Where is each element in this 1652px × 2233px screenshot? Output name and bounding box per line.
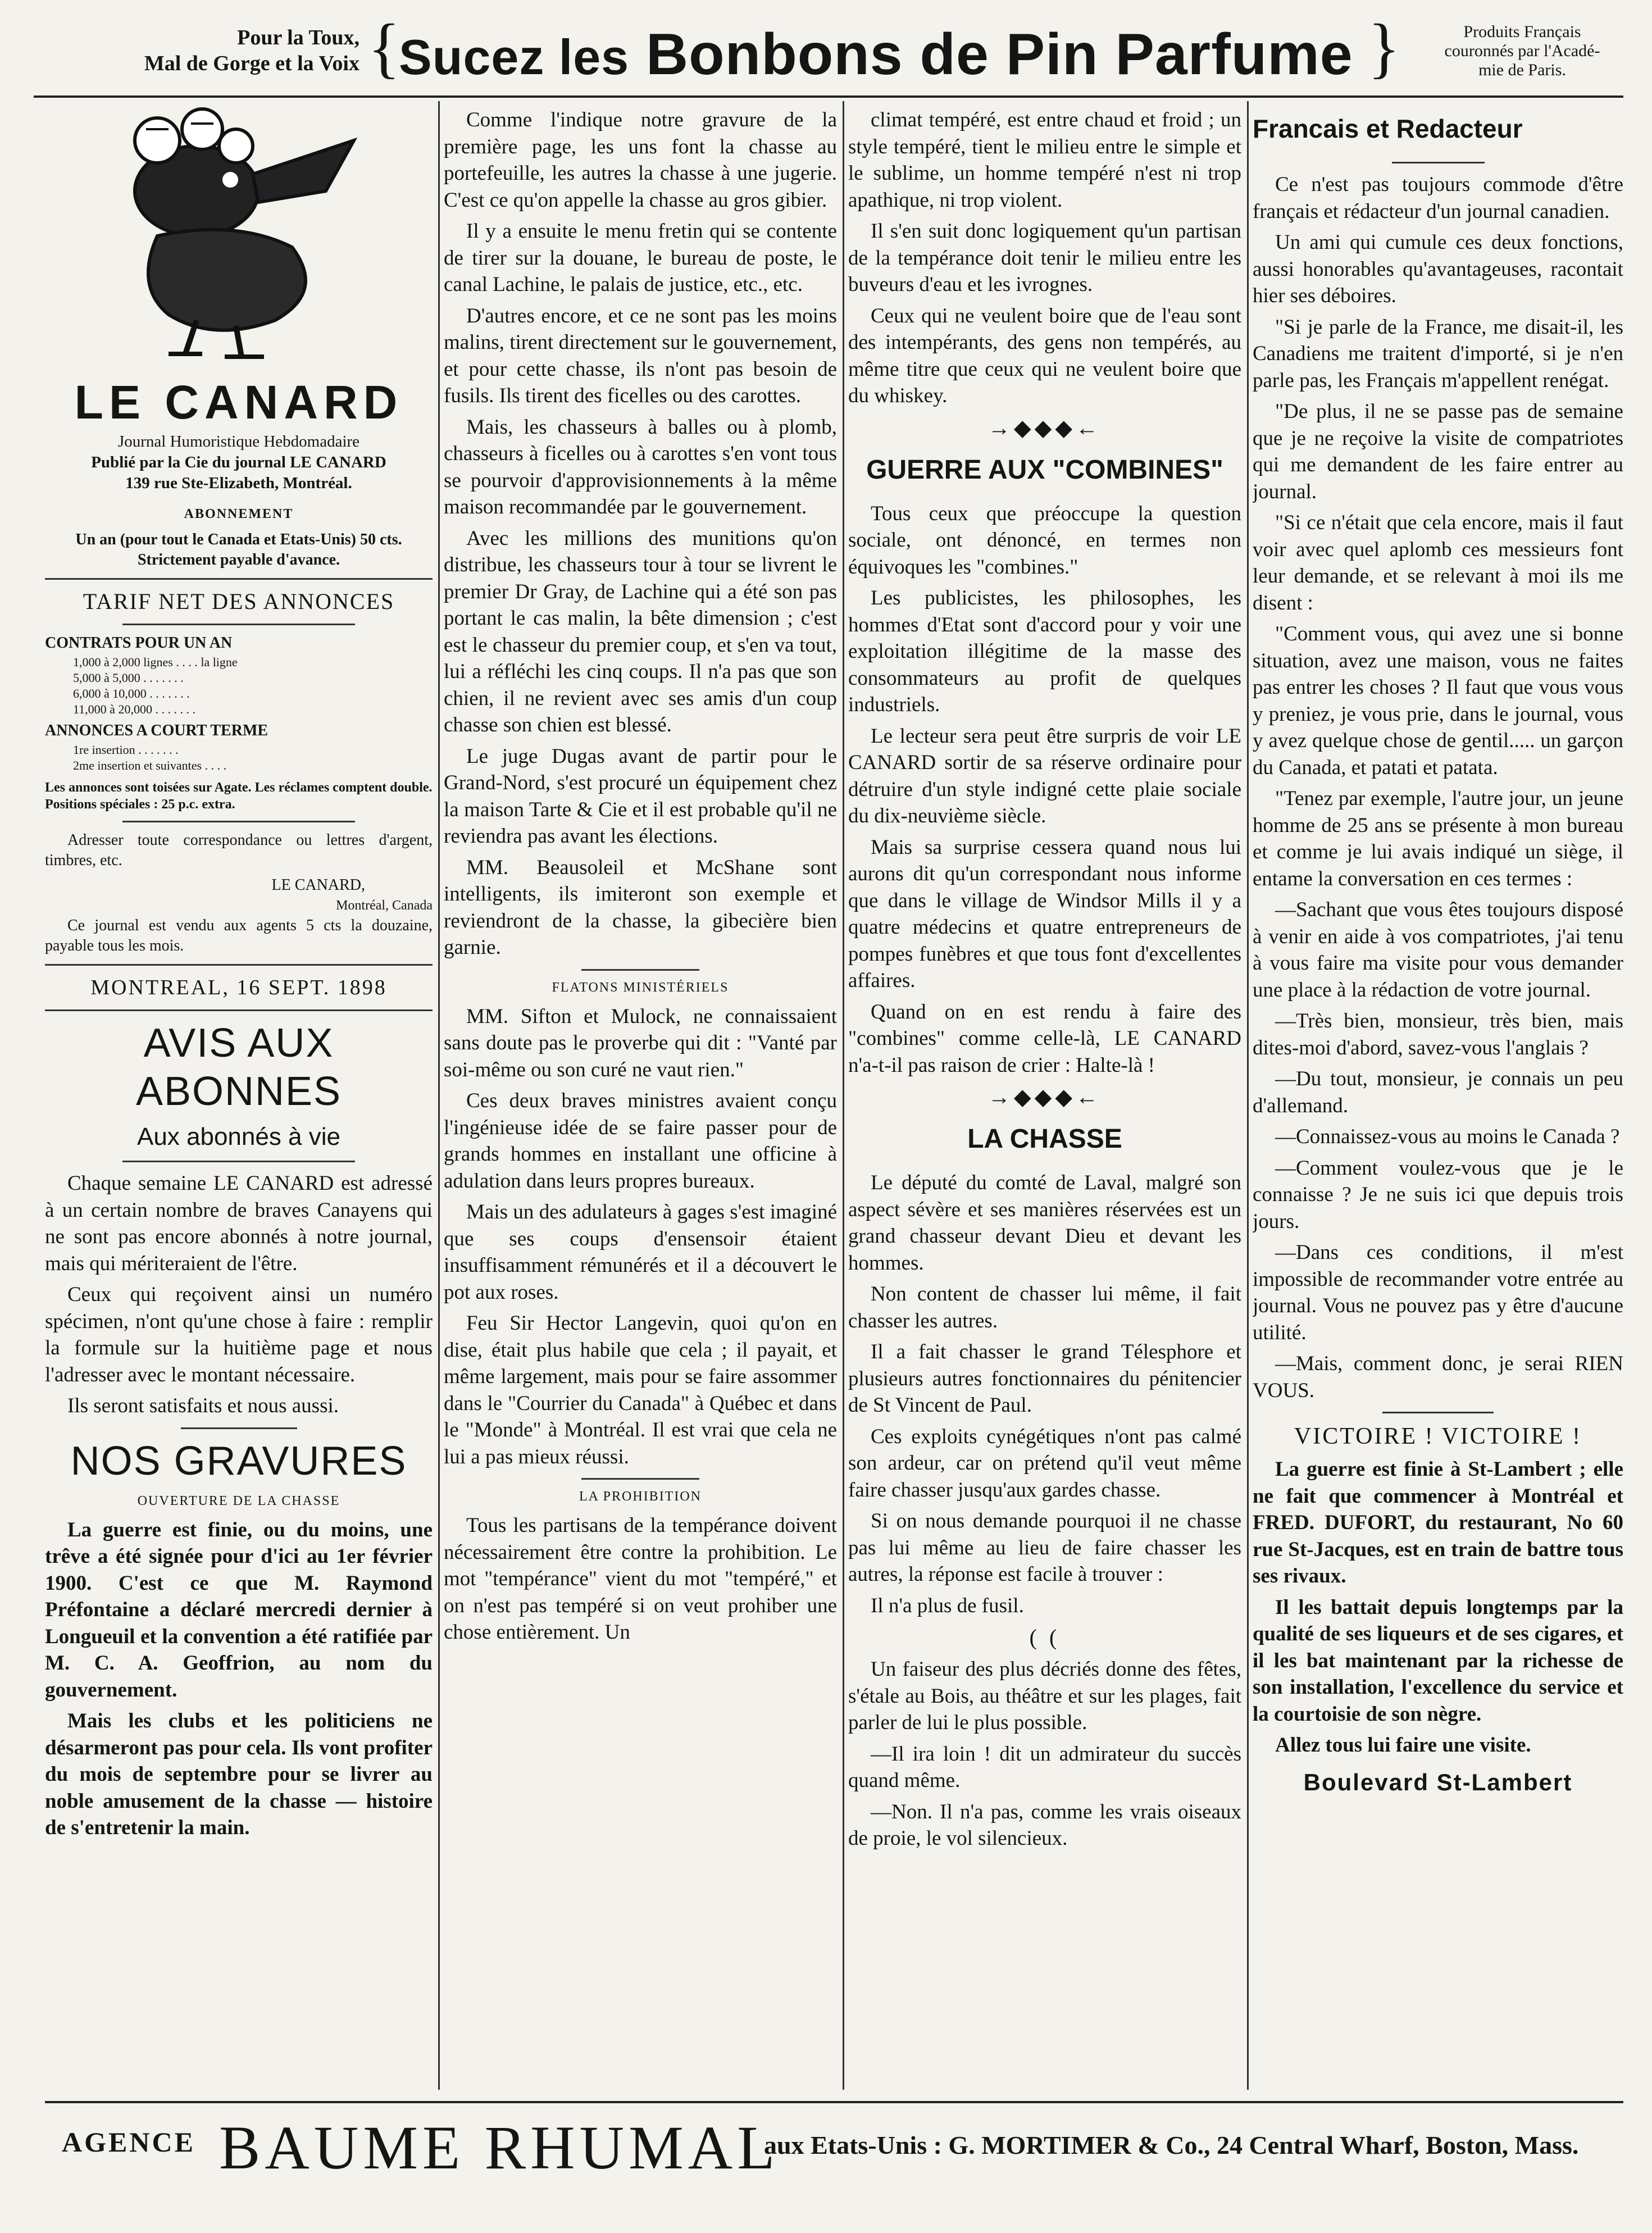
article-paragraph: —Mais, comment donc, je serai RIEN VOUS. (1253, 1352, 1623, 1402)
footer-product: BAUME RHUMAL (219, 2113, 780, 2182)
divider (581, 969, 699, 971)
masthead-subtitle: Journal Humoristique Hebdomadaire (117, 433, 360, 451)
victoire-title: VICTOIRE ! VICTOIRE ! (1294, 1424, 1582, 1449)
article-paragraph: Un ami qui cumule ces deux fonctions, aussi honorables qu'avantageuses, racontait hier ses déboires. (1253, 231, 1623, 307)
column-4 (1253, 107, 1623, 2090)
article-paragraph: Quand on en est rendu à faire des "combines" comme celle-là, LE CANARD n'a-t-il pas raison de crier : Halte-là ! (848, 1000, 1241, 1077)
contrats-row: 5,000 à 5,000 . . . . . . . (73, 671, 184, 685)
article-paragraph: —Du tout, monsieur, je connais un peu d'allemand. (1253, 1067, 1623, 1117)
gravures-paragraph: La guerre est finie, ou du moins, une trêve a été signée pour d'ici au 1er février 1900. C'est ce que M. Raymond Préfontaine a déclaré mercredi dernier à Longueuil et la convention a été ratifiée par M. C. A. Geoffrion, au nom du gouvernement. (45, 1518, 433, 1702)
duck-icon (90, 107, 382, 365)
article-paragraph: D'autres encore, et ce ne sont pas les moins malins, tirent directement sur le gouvernement, et pour cette chasse, ils n'ont pas besoin de fusils. Ils tirent des ficelles ou des carottes. (444, 304, 837, 407)
avis-subtitle: Aux abonnés à vie (136, 1123, 341, 1150)
vente-text: Ce journal est vendu aux agents 5 cts la douzaine, payable tous les mois. (45, 917, 433, 954)
page-header (34, 11, 1623, 98)
header-left-line1: Pour la Toux, (237, 26, 359, 49)
flatons-title: FLATONS MINISTÉRIELS (552, 980, 729, 995)
article-paragraph: Ces deux braves ministres avaient conçu l'ingénieuse idée de se faire passer pour de grands hommes en installant une officine à adulation dans leurs propres bureaux. (444, 1089, 837, 1193)
article-paragraph: "Comment vous, qui avez une si bonne situation, avez une maison, vous ne faites pas entrer les choses ? Il faut que vous vous y preniez, je vous prie, dans le journal, vous y avez quelque chose de gentil..... un garçon du Canada, et patati et patata. (1253, 622, 1623, 779)
header-left-line2: Mal de Gorge et la Voix (144, 52, 359, 75)
chasse-title: LA CHASSE (967, 1124, 1122, 1154)
column-rule (438, 101, 440, 2090)
gravures-paragraph: Mais les clubs et les politiciens ne désarmeront pas pour cela. Ils vont profiter du mois de septembre pour se livrer au noble amusement de la chasse — histoire de s'entretenir la main. (45, 1709, 433, 1839)
header-left-ad (45, 25, 359, 76)
article-paragraph: Il a fait chasser le grand Télesphore et plusieurs autres fonctionnaires du pénitencier de St Vincent de Paul. (848, 1340, 1241, 1417)
divider (122, 1161, 355, 1162)
dateline: MONTREAL, 16 SEPT. 1898 (90, 976, 387, 999)
avis-title: AVIS AUX ABONNES (135, 1021, 342, 1114)
article-paragraph: —Comment voulez-vous que je le connaisse ? Je ne suis ici que depuis trois jours. (1253, 1156, 1623, 1233)
contrats-title: CONTRATS POUR UN AN (45, 634, 233, 652)
court-terme-title: ANNONCES A COURT TERME (45, 722, 268, 739)
article-paragraph: Il s'en suit donc logiquement qu'un partisan de la tempérance doit tenir le milieu entre les buveurs d'eau et les ivrognes. (848, 220, 1241, 296)
abonnement-text: Un an (pour tout le Canada et Etats-Unis) 50 cts. Strictement payable d'avance. (75, 531, 402, 569)
divider (1392, 162, 1485, 163)
article-paragraph: —Dans ces conditions, il m'est impossible de recommander votre entrée au journal. Vous ne pouvez pas y être d'aucune utilité. (1253, 1241, 1623, 1344)
gravures-subtitle: OUVERTURE DE LA CHASSE (137, 1493, 340, 1508)
article-paragraph: —Très bien, monsieur, très bien, mais dites-moi d'abord, savez-vous l'anglais ? (1253, 1009, 1623, 1059)
footer-agent: aux Etats-Unis : G. MORTIMER & Co., 24 Central Wharf, Boston, Mass. (764, 2131, 1579, 2159)
divider (45, 964, 433, 966)
column-rule (1247, 101, 1249, 2090)
article-paragraph: Ceux qui ne veulent boire que de l'eau sont des intempérants, des gens non tempérés, au même titre que ceux qui ne veulent boire que du whiskey. (848, 304, 1241, 407)
duck-logo-illustration (45, 107, 433, 371)
article-paragraph: —Il ira loin ! dit un admirateur du succès quand même. (848, 1742, 1241, 1792)
article-paragraph: Mais sa surprise cessera quand nous lui aurons dit qu'un correspondant nous informe que dans le village de Windsor Mills il y a quatre médecins et quatre entrepreneurs de pompes funèbres et que tous font d'excellentes affaires. (848, 835, 1241, 992)
court-terme-row: 1re insertion . . . . . . . (73, 743, 179, 757)
article-paragraph: Les publicistes, les philosophes, les hommes d'Etat sont d'accord pour y voir une exploitation illégitime de la masse des consommateurs au profit de quelques industriels. (848, 586, 1241, 716)
divider (181, 1427, 297, 1429)
article-paragraph: Si on nous demande pourquoi il ne chasse pas lui même au lieu de faire chasser les autres, la réponse est facile à trouver : (848, 1509, 1241, 1586)
article-paragraph: —Sachant que vous êtes toujours disposé à venir en aide à vos compatriotes, j'ai tenu à vous faire ma visite pour vous demander une place à la rédaction de votre journal. (1253, 898, 1623, 1002)
header-slogan-part2: Bonbons de Pin Parfume (646, 22, 1353, 87)
header-right-note (1421, 22, 1623, 80)
footer-agence: AGENCE (62, 2126, 195, 2158)
contrats-row: 11,000 à 20,000 . . . . . . . (73, 702, 195, 716)
header-slogan-part1: Sucez les (399, 29, 630, 85)
sign-city: Montréal, Canada (336, 898, 433, 913)
column-rule (843, 101, 844, 2090)
article-paragraph: Il n'a plus de fusil. (871, 1594, 1024, 1617)
article-paragraph: —Non. Il n'a pas, comme les vrais oiseaux de proie, le vol silencieux. (848, 1800, 1241, 1850)
article-paragraph: Non content de chasser lui même, il fait chasser les autres. (848, 1283, 1241, 1332)
divider (45, 578, 433, 580)
avis-paragraph: Chaque semaine LE CANARD est adressé à un certain nombre de braves Canayens qui ne sont pas encore abonnés à notre journal, mais qui mériteraient de l'être. (45, 1172, 433, 1275)
contrats-row: 6,000 à 10,000 . . . . . . . (73, 686, 190, 701)
article-paragraph: MM. Sifton et Mulock, ne connaissaient sans doute pas le proverbe qui dit : "Vanté par soi-même ou son curé ne vaut rien." (444, 1004, 837, 1081)
header-right-line2: couronnés par l'Acadé- (1444, 42, 1600, 60)
masthead-address: 139 rue Ste-Elizabeth, Montréal. (125, 474, 352, 492)
sign-name: LE CANARD, (271, 876, 365, 894)
article-paragraph: Mais un des adulateurs à gages s'est imaginé que ses coups d'ensensoir étaient insuffisamment rémunérés et il a découvert le pot aux roses. (444, 1200, 837, 1304)
article-paragraph: Tous les partisans de la tempérance doivent nécessairement être contre la prohibition. Le mot "tempérance" vient du mot "tempéré," et on n'est pas tempéré si on veut prohiber une chose entièrement. Un (444, 1514, 837, 1644)
article-paragraph: "Si je parle de la France, me disait-il, les Canadiens me traitent d'importé, si je n'en parle pas, les Français m'appellent renégat. (1253, 315, 1623, 392)
article-paragraph: Il les battait depuis longtemps par la qualité de ses liqueurs et de ses cigares, et il les bat maintenant par la richesse de son installation, l'excellence du service et la courtoisie de son nègre. (1253, 1595, 1623, 1726)
divider (122, 624, 355, 625)
masthead-publisher: Publié par la Cie du journal LE CANARD (91, 453, 386, 471)
divider (45, 1009, 433, 1011)
contrats-row: 1,000 à 2,000 lignes . . . . la ligne (73, 655, 238, 669)
ornament-separator: →◆◆◆← (987, 1084, 1102, 1109)
gravures-title: NOS GRAVURES (70, 1438, 407, 1484)
article-paragraph: Allez tous lui faire une visite. (1275, 1734, 1531, 1757)
ornament-separator: →◆◆◆← (987, 415, 1102, 440)
header-brace-open: { (368, 10, 401, 85)
article-paragraph: "Tenez par exemple, l'autre jour, un jeune homme de 25 ans se présente à mon bureau et comme je lui avais indiqué un siège, il entame la conversation en ces termes : (1253, 787, 1623, 890)
article-paragraph: Ces exploits cynégétiques n'ont pas calmé son ardeur, car on prétend qu'il veut même faire chasser jusqu'aux gardes chasse. (848, 1425, 1241, 1502)
header-slogan (399, 24, 1353, 88)
article-paragraph: Feu Sir Hector Langevin, quoi qu'on en dise, était plus habile que cela ; il payait, et même largement, mais pour se faire assommer dans le "Courrier du Canada" à Québec et dans le "Monde" à Montréal. Il est vrai que cela ne lui a pas mieux réussi. (444, 1312, 837, 1468)
abonnement-title: ABONNEMENT (184, 507, 294, 521)
victoire-signature: Boulevard St-Lambert (1303, 1768, 1573, 1795)
guerre-title: GUERRE AUX "COMBINES" (866, 454, 1223, 485)
francais-title: Francais et Redacteur (1253, 114, 1523, 143)
article-paragraph: "De plus, il ne se passe pas de semaine que je ne reçoive la visite de compatriotes qui me demandent de les faire entrer au journal. (1253, 400, 1623, 503)
tarif-title: TARIF NET DES ANNONCES (83, 589, 395, 614)
article-paragraph: "Si ce n'était que cela encore, mais il faut voir avec quel aplomb ces messieurs font leur demande, et se relevant à moi ils me disent : (1253, 511, 1623, 615)
tarif-notes: Les annonces sont toisées sur Agate. Les réclames comptent double. Positions spéciales : 25 p.c. extra. (45, 780, 433, 812)
article-paragraph: Il y a ensuite le menu fretin qui se contente de tirer sur la douane, le bureau de poste, le canal Lachine, le palais de justice, etc., etc. (444, 220, 837, 296)
article-paragraph: —Connaissez-vous au moins le Canada ? (1275, 1125, 1620, 1148)
divider (581, 1478, 699, 1480)
article-paragraph: MM. Beausoleil et McShane sont intelligents, ils imiteront son exemple et reviendront de la chasse, la gibecière bien garnie. (444, 856, 837, 959)
adresser-text: Adresser toute correspondance ou lettres d'argent, timbres, etc. (45, 831, 433, 869)
masthead-title: LE CANARD (74, 376, 403, 429)
article-paragraph: La guerre est finie à St-Lambert ; elle ne fait que commencer à Montréal et FRED. DUFORT, du restaurant, No 60 rue St-Jacques, est en train de battre tous ses rivaux. (1253, 1458, 1623, 1588)
article-paragraph: Un faiseur des plus décriés donne des fêtes, s'étale au Bois, au théâtre et sur les plages, fait parler de lui le plus possible. (848, 1658, 1241, 1734)
header-right-line1: Produits Français (1463, 22, 1581, 41)
article-paragraph: Le lecteur sera peut être surpris de voir LE CANARD sortir de sa réserve ordinaire pour détruire d'un style indigné cette plaie sociale du dix-neuvième siècle. (848, 724, 1241, 827)
article-paragraph: Mais, les chasseurs à balles ou à plomb, chasseurs à ficelles ou à carottes s'en vont tous se pourvoir d'approvisionnements à la même maison recommandée par le gouvernement. (444, 415, 837, 519)
avis-paragraph: Ceux qui reçoivent ainsi un numéro spécimen, n'ont qu'une chose à faire : remplir la formule sur la huitième page et nous l'adresser avec le montant nécessaire. (45, 1283, 433, 1386)
prohibition-title: LA PROHIBITION (579, 1489, 702, 1504)
column-1 (45, 107, 433, 2090)
article-paragraph: Le juge Dugas avant de partir pour le Grand-Nord, s'est procuré un équipement chez la maison Tarte & Cie et il est probable qu'il ne reviendra pas avant les élections. (444, 744, 837, 848)
avis-paragraph: Ils seront satisfaits et nous aussi. (67, 1394, 339, 1417)
column-2 (444, 107, 837, 2090)
column-3 (848, 107, 1241, 2090)
header-right-line3: mie de Paris. (1478, 61, 1566, 79)
article-paragraph: Avec les millions des munitions qu'on distribue, les chasseurs tour à tour se livrent le premier Dr Gray, de Lachine qui a été son pas portant le cas malin, la bête dimension ; c'est est le chasseur du premier coup, et s'en va tout, lui a réfléchi les cinq coups. Il n'a pas que son chien, il ne revient avec ses amis d'un coup chasse son chien est blessé. (444, 526, 837, 736)
divider (1382, 1412, 1494, 1413)
article-paragraph: Tous ceux que préoccupe la question sociale, ont dénoncé, en termes non équivoques les "combines." (848, 502, 1241, 579)
divider (122, 821, 355, 822)
article-paragraph: Le député du comté de Laval, malgré son aspect sévère et ses manières réservées est un grand chasseur devant Dieu et devant les hommes. (848, 1171, 1241, 1275)
article-paragraph: Ce n'est pas toujours commode d'être français et rédacteur d'un journal canadien. (1253, 173, 1623, 223)
page-footer-ad (45, 2101, 1623, 2182)
dingbat-separator: ( ( (1029, 1625, 1061, 1650)
article-paragraph: Comme l'indique notre gravure de la première page, les uns font la chasse au portefeuille, les autres la chasse à une jugerie. C'est ce qu'on appelle la chasse au gros gibier. (444, 108, 837, 212)
court-terme-row: 2me insertion et suivantes . . . . (73, 758, 227, 772)
article-paragraph: climat tempéré, est entre chaud et froid ; un style tempéré, tient le milieu entre le simple et le sublime, un homme tempéré n'est ni trop apathique, ni trop violent. (848, 108, 1241, 212)
header-brace-close: } (1368, 10, 1400, 85)
